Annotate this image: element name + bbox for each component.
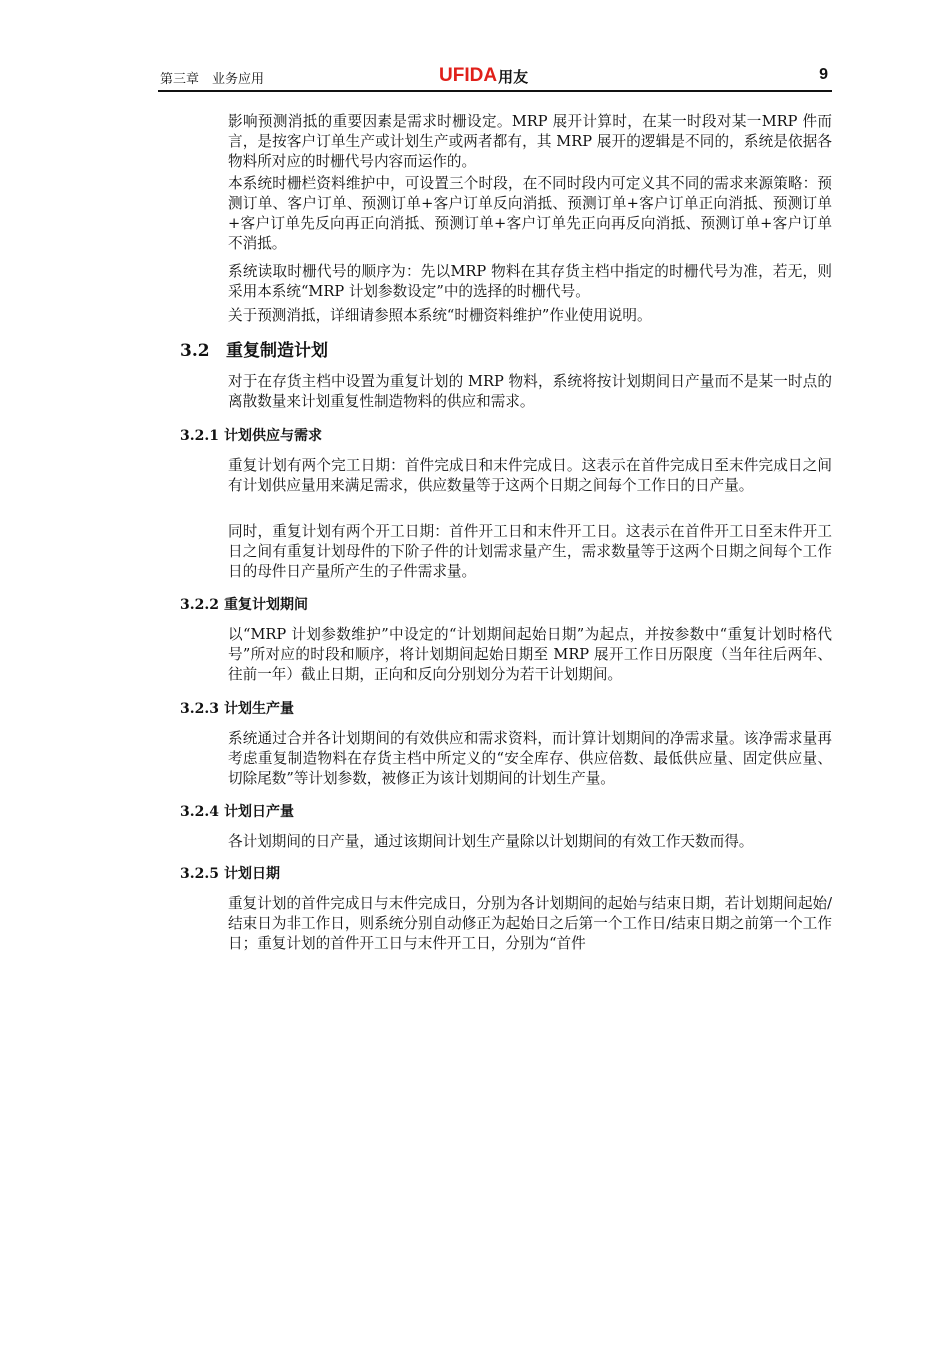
section-heading-3-2-5: [180, 864, 280, 884]
section-number: 3.2.4: [180, 804, 219, 820]
section-title: 计划日期: [224, 866, 280, 882]
section-number: 3.2.3: [180, 701, 219, 717]
section-title: 计划供应与需求: [224, 428, 322, 444]
intro-paragraph-2: 本系统时栅栏资料维护中，可设置三个时段，在不同时段内可定义其不同的需求来源策略：预测订单、客户订单、预测订单+客户订单反向消抵、预测订单+客户订单正向消抵、预测订单+客户订单先反向再正向消抵、预测订单+客户订单先正向再反向消抵、预测订单+客户订单不消抵。: [228, 175, 832, 252]
section-heading-3-2-2: [180, 595, 308, 615]
section-3-2-paragraph: 对于在存货主档中设置为重复计划的 MRP 物料，系统将按计划期间日产量而不是某一时点的离散数量来计划重复性制造物料的供应和需求。: [228, 373, 832, 410]
section-number: 3.2.2: [180, 597, 219, 613]
logo-brand-text: UFIDA: [439, 65, 498, 86]
section-title: 重复计划期间: [224, 597, 308, 613]
section-number: 3.2.5: [180, 866, 219, 882]
section-3-2-4-paragraph: 各计划期间的日产量，通过该期间计划生产量除以计划期间的有效工作天数而得。: [228, 833, 754, 850]
section-3-2-5-paragraph: 重复计划的首件完成日与末件完成日，分别为各计划期间的起始与结束日期，若计划期间起始/结束日为非工作日，则系统分别自动修正为起始日之后第一个工作日/结束日期之前第一个工作日；重复计划的首件开工日与末件开工日，分别为“首件: [228, 895, 832, 952]
page-number: 9: [819, 66, 828, 83]
intro-paragraph-3: 系统读取时栅代号的顺序为：先以MRP 物料在其存货主档中指定的时栅代号为准，若无，则采用本系统“MRP 计划参数设定”中的选择的时栅代号。: [228, 263, 832, 300]
section-number: 3.2: [180, 341, 210, 361]
section-heading-3-2: [180, 340, 328, 362]
section-3-2-2-paragraph: 以“MRP 计划参数维护”中设定的“计划期间起始日期”为起点，并按参数中“重复计划时格代号”所对应的时段和顺序，将计划期间起始日期至 MRP 展开工作日历限度（当年往后两年、往前一年）截止日期，正向和反向分别划分为若干计划期间。: [228, 626, 832, 683]
ufida-logo: [439, 65, 528, 87]
section-heading-3-2-1: [180, 426, 322, 446]
section-number: 3.2.1: [180, 428, 219, 444]
section-title: 重复制造计划: [226, 341, 328, 361]
section-3-2-3-paragraph: 系统通过合并各计划期间的有效供应和需求资料，而计算计划期间的净需求量。该净需求量再考虑重复制造物料在存货主档中所定义的“安全库存、供应倍数、最低供应量、固定供应量、切除尾数”等计划参数，被修正为该计划期间的计划生产量。: [228, 730, 832, 787]
page-header: [158, 62, 832, 92]
section-3-2-1-paragraph-2: 同时，重复计划有两个开工日期：首件开工日和末件开工日。这表示在首件开工日至末件开工日之间有重复计划母件的下阶子件的计划需求量产生，需求数量等于这两个日期之间每个工作日的母件日产量所产生的子件需求量。: [228, 523, 832, 580]
section-3-2-1-paragraph-1: 重复计划有两个完工日期：首件完成日和末件完成日。这表示在首件完成日至末件完成日之间有计划供应量用来满足需求，供应数量等于这两个日期之间每个工作日的日产量。: [228, 457, 832, 494]
logo-brand-cn-text: 用友: [498, 67, 529, 86]
section-heading-3-2-3: [180, 699, 294, 719]
section-heading-3-2-4: [180, 802, 294, 822]
chapter-title: 第三章 业务应用: [160, 72, 265, 87]
section-title: 计划生产量: [224, 701, 294, 717]
intro-paragraph-1: 影响预测消抵的重要因素是需求时栅设定。MRP 展开计算时，在某一时段对某一MRP 件而言，是按客户订单生产或计划生产或两者都有，其 MRP 展开的逻辑是不同的，系统是依据各物料所对应的时栅代号内容而运作的。: [228, 113, 832, 170]
section-title: 计划日产量: [224, 804, 294, 820]
intro-paragraph-4: 关于预测消抵，详细请参照本系统“时栅资料维护”作业使用说明。: [228, 307, 652, 324]
